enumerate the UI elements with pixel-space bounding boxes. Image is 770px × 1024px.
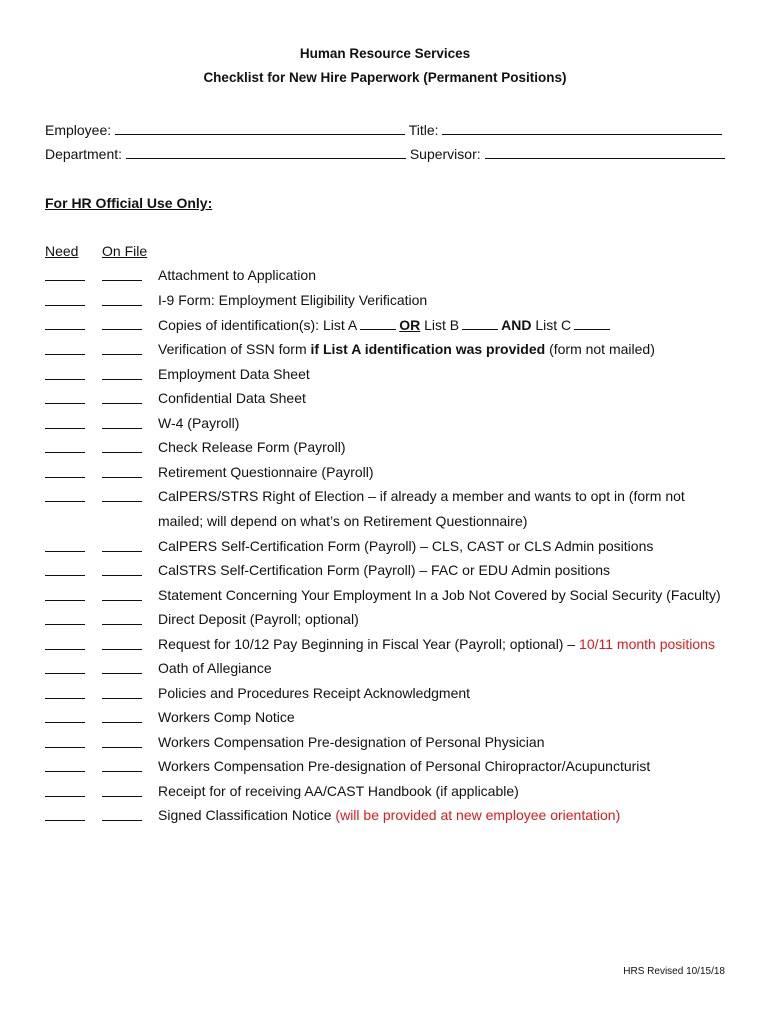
onfile-blank[interactable] [102, 452, 142, 453]
need-blank[interactable] [45, 649, 85, 650]
checklist-item [0, 709, 770, 729]
onfile-blank[interactable] [102, 477, 142, 478]
need-blank[interactable] [45, 747, 85, 748]
item-text: Attachment to Application [158, 267, 316, 283]
item-text [158, 316, 613, 333]
need-blank[interactable] [45, 575, 85, 576]
item-text: Direct Deposit (Payroll; optional) [158, 611, 359, 627]
need-blank[interactable] [45, 722, 85, 723]
need-blank[interactable] [45, 477, 85, 478]
item-text: Retirement Questionnaire (Payroll) [158, 464, 374, 480]
need-blank[interactable] [45, 305, 85, 306]
department-supervisor-row [45, 145, 725, 162]
checklist-item [0, 464, 770, 484]
item-text-part: Request for 10/12 Pay Beginning in Fiscal Year (Payroll; optional) – [158, 636, 576, 652]
checklist-item [0, 587, 770, 607]
need-blank[interactable] [45, 280, 85, 281]
need-blank[interactable] [45, 600, 85, 601]
checklist-item [0, 685, 770, 705]
list-a-label: Copies of identification(s): List A [158, 317, 358, 333]
checklist-item [0, 758, 770, 778]
item-text: Workers Compensation Pre-designation of Personal Chiropractor/Acupuncturist [158, 758, 651, 774]
item-text: Workers Comp Notice [158, 709, 295, 725]
supervisor-label: Supervisor: [409, 146, 481, 162]
need-blank[interactable] [45, 673, 85, 674]
checklist-item [0, 538, 770, 558]
item-text-part: Signed Classification Notice [158, 807, 332, 823]
column-need-header: Need [45, 243, 79, 259]
item-text: Confidential Data Sheet [158, 390, 306, 406]
item-text-part: Verification of SSN form [158, 341, 307, 357]
onfile-blank[interactable] [102, 305, 142, 306]
need-blank[interactable] [45, 698, 85, 699]
checklist-item [0, 611, 770, 631]
item-text-red: (will be provided at new employee orientation) [335, 807, 621, 823]
item-text: CalSTRS Self-Certification Form (Payroll) – FAC or EDU Admin positions [158, 562, 611, 578]
and-text: AND [501, 317, 532, 333]
document-subtitle: Checklist for New Hire Paperwork (Permanent Positions) [203, 70, 567, 85]
need-blank[interactable] [45, 501, 85, 502]
item-text: Receipt for of receiving AA/CAST Handbook (if applicable) [158, 783, 519, 799]
checklist-item [0, 341, 770, 361]
item-text: Oath of Allegiance [158, 660, 272, 676]
checklist-item [0, 660, 770, 680]
document-title: Human Resource Services [299, 46, 471, 61]
item-text: I-9 Form: Employment Eligibility Verification [158, 292, 428, 308]
onfile-blank[interactable] [102, 624, 142, 625]
list-c-label: List C [535, 317, 572, 333]
onfile-blank[interactable] [102, 575, 142, 576]
employee-label: Employee: [45, 122, 112, 138]
onfile-blank[interactable] [102, 673, 142, 674]
onfile-blank[interactable] [102, 820, 142, 821]
item-text: Check Release Form (Payroll) [158, 439, 346, 455]
need-blank[interactable] [45, 354, 85, 355]
item-text-bold: if List A identification was provided [310, 341, 546, 357]
column-onfile-header: On File [102, 243, 148, 259]
need-blank[interactable] [45, 379, 85, 380]
section-heading: For HR Official Use Only: [45, 195, 213, 211]
employee-title-row [45, 121, 722, 138]
need-blank[interactable] [45, 403, 85, 404]
checklist-item [0, 488, 770, 508]
need-blank[interactable] [45, 796, 85, 797]
need-blank[interactable] [45, 452, 85, 453]
onfile-blank[interactable] [102, 698, 142, 699]
checklist-item [0, 292, 770, 312]
employee-field[interactable] [115, 121, 405, 135]
list-c-blank[interactable] [574, 316, 610, 330]
onfile-blank[interactable] [102, 501, 142, 502]
checklist-item [0, 366, 770, 386]
need-blank[interactable] [45, 771, 85, 772]
need-blank[interactable] [45, 820, 85, 821]
department-field[interactable] [126, 145, 406, 159]
onfile-blank[interactable] [102, 649, 142, 650]
list-b-label: List B [424, 317, 460, 333]
onfile-blank[interactable] [102, 796, 142, 797]
item-text: Policies and Procedures Receipt Acknowledgment [158, 685, 471, 701]
onfile-blank[interactable] [102, 722, 142, 723]
checklist-item [0, 807, 770, 827]
item-text: CalPERS Self-Certification Form (Payroll) – CLS, CAST or CLS Admin positions [158, 538, 654, 554]
item-text: Statement Concerning Your Employment In a Job Not Covered by Social Security (Faculty) [158, 587, 721, 603]
onfile-blank[interactable] [102, 428, 142, 429]
department-label: Department: [45, 146, 123, 162]
item-text [158, 636, 715, 652]
checklist-item [0, 415, 770, 435]
checklist-item [0, 783, 770, 803]
onfile-blank[interactable] [102, 354, 142, 355]
onfile-blank[interactable] [102, 747, 142, 748]
title-label: Title: [408, 122, 439, 138]
list-a-blank[interactable] [360, 316, 396, 330]
or-text: OR [399, 317, 421, 333]
checklist-item [0, 267, 770, 287]
need-blank[interactable] [45, 329, 85, 330]
item-text: W-4 (Payroll) [158, 415, 240, 431]
need-blank[interactable] [45, 428, 85, 429]
onfile-blank[interactable] [102, 280, 142, 281]
onfile-blank[interactable] [102, 771, 142, 772]
onfile-blank[interactable] [102, 600, 142, 601]
onfile-blank[interactable] [102, 379, 142, 380]
checklist-item [0, 734, 770, 754]
item-text [158, 341, 655, 357]
title-field[interactable] [442, 121, 722, 135]
item-text [158, 807, 620, 823]
checklist-item [0, 390, 770, 410]
onfile-blank[interactable] [102, 403, 142, 404]
item-text: Workers Compensation Pre-designation of Personal Physician [158, 734, 545, 750]
item-text-part: (form not mailed) [549, 341, 655, 357]
supervisor-field[interactable] [485, 145, 725, 159]
item-text-red: 10/11 month positions [579, 636, 715, 652]
need-blank[interactable] [45, 624, 85, 625]
checklist-item [0, 562, 770, 582]
onfile-blank[interactable] [102, 329, 142, 330]
item-text: Employment Data Sheet [158, 366, 310, 382]
need-blank[interactable] [45, 551, 85, 552]
checklist-item-continuation [0, 513, 770, 533]
item-text: mailed; will depend on what’s on Retirement Questionnaire) [158, 513, 528, 529]
checklist-item [0, 636, 770, 656]
list-b-blank[interactable] [462, 316, 498, 330]
checklist-item [0, 439, 770, 459]
revision-footer: HRS Revised 10/15/18 [623, 966, 725, 977]
onfile-blank[interactable] [102, 551, 142, 552]
item-text: CalPERS/STRS Right of Election – if already a member and wants to opt in (form not [158, 488, 685, 504]
checklist-item [0, 316, 770, 336]
